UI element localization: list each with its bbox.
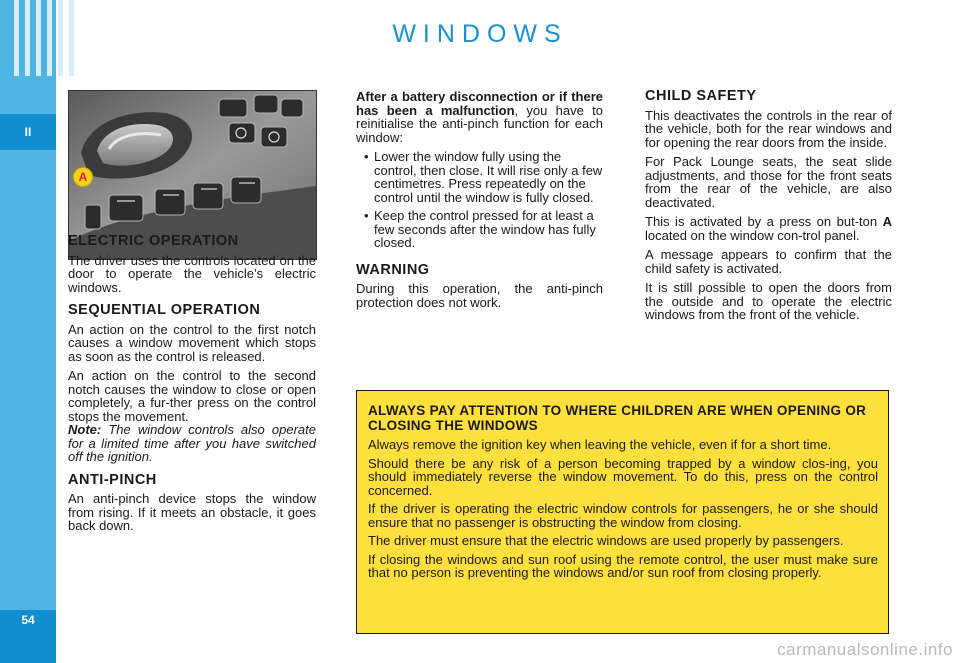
- anti-pinch-text: An anti-pinch device stops the window from rising. If it meets an obstacle, it goes back down.: [68, 491, 316, 533]
- children-warning-box: [356, 390, 889, 634]
- left-column: [68, 235, 316, 539]
- right-column: [645, 90, 892, 328]
- note-text: The window controls also operate for a limited time after you have switched off the ignition.: [68, 422, 316, 464]
- stripe: [14, 0, 19, 76]
- reinitialise-intro-bold: After a battery disconnection or if there has been a malfunction: [356, 89, 603, 118]
- electric-operation-heading: ELECTRIC OPERATION: [68, 233, 239, 249]
- button-a-marker: A: [73, 167, 93, 187]
- child-safety-heading: CHILD SAFETY: [645, 88, 757, 104]
- stripe: [36, 0, 41, 76]
- stripe: [25, 0, 30, 76]
- child-safety-p1: This deactivates the controls in the rear of the vehicle, both for the rear windows and for opening the rear doors from the inside.: [645, 107, 892, 150]
- sequential-operation-p1: An action on the control to the first notch causes a window movement which stops as soon as the control is released.: [68, 321, 316, 364]
- stripe: [69, 0, 74, 76]
- child-safety-p3-button: A: [882, 214, 892, 229]
- anti-pinch-heading: ANTI-PINCH: [68, 471, 157, 488]
- child-safety-p3-before: This is activated by a press on but-ton: [645, 214, 883, 229]
- sequential-operation-note: [68, 423, 316, 464]
- stripe: [58, 0, 63, 76]
- child-safety-p3-after: located on the window con-trol panel.: [645, 227, 860, 243]
- page-number: 54: [0, 610, 56, 663]
- list-item: • Keep the control pressed for at least a few seconds after the window has fully closed.: [356, 209, 603, 250]
- children-warning-p4: The driver must ensure that the electric windows are used properly by passengers.: [368, 533, 844, 548]
- list-item: • Lower the window fully using the control, then close. It will rise only a few centimetres. Press repeatedly on the control until the window is fully closed.: [356, 150, 603, 204]
- reinitialise-steps: [356, 150, 603, 250]
- watermark: carmanualsonline.info: [777, 640, 953, 659]
- note-label: Note:: [68, 422, 102, 437]
- child-safety-p2: For Pack Lounge seats, the seat slide adjustments, and those for the front seats from the rear of the vehicle, are also deactivated.: [645, 154, 892, 210]
- child-safety-p4: A message appears to confirm that the child safety is activated.: [645, 247, 892, 276]
- electric-operation-text: The driver uses the controls located on the door to operate the vehicle’s electric windows.: [68, 252, 316, 295]
- section-tab[interactable]: II: [0, 114, 56, 150]
- children-warning-heading: ALWAYS PAY ATTENTION TO WHERE CHILDREN ARE WHEN OPENING OR CLOSING THE WINDOWS: [368, 403, 867, 433]
- children-warning-p1: Always remove the ignition key when leaving the vehicle, even if for a short time.: [368, 437, 832, 452]
- children-warning-p5: If closing the windows and sun roof using the remote control, the user must make sure that no person is preventing the windows and/or sun roof from closing properly.: [368, 551, 878, 580]
- middle-column: [356, 90, 603, 315]
- sidebar: [0, 0, 56, 663]
- stripe: [47, 0, 52, 76]
- child-safety-p3: [645, 215, 892, 242]
- reinitialise-intro: [356, 90, 603, 144]
- page-title: WINDOWS: [392, 20, 568, 48]
- child-safety-p5: It is still possible to open the doors from the outside and to operate the electric windows from the front of the vehicle.: [645, 280, 892, 322]
- sequential-operation-heading: SEQUENTIAL OPERATION: [68, 302, 261, 318]
- reinitialise-intro-rest: , you have to reinitialise the anti-pinch function for each window:: [356, 102, 603, 145]
- warning-text: During this operation, the anti-pinch protection does not work.: [356, 281, 603, 310]
- children-warning-p3: If the driver is operating the electric window controls for passengers, he or she should ensure that no passenger is obstructing the window from closing.: [368, 501, 878, 530]
- children-warning-p2: Should there be any risk of a person becoming trapped by a window clos-ing, you should immediately reverse the window movement. To do this, press on the control concerned.: [368, 455, 878, 498]
- header-stripes: [0, 0, 80, 76]
- sequential-operation-p2: An action on the control to the second notch causes the window to close or open completely, a fur-ther press on the control stops the movement.: [68, 368, 316, 424]
- warning-heading: WARNING: [356, 261, 430, 278]
